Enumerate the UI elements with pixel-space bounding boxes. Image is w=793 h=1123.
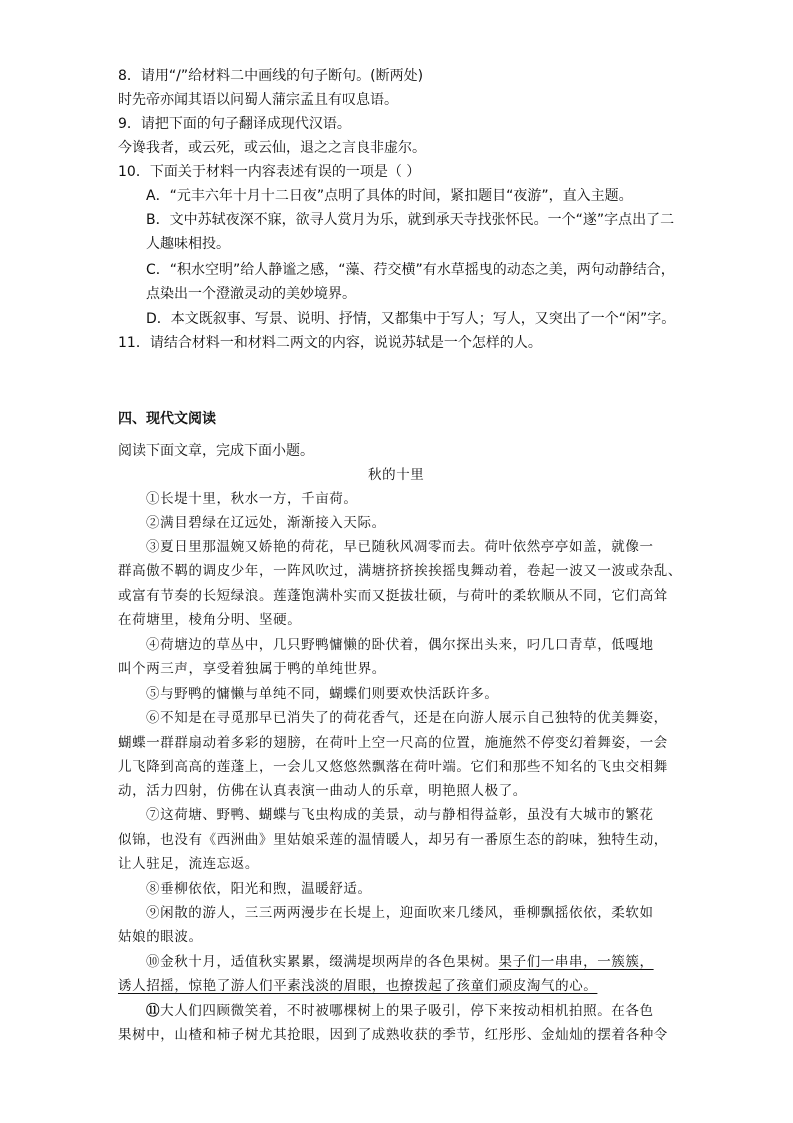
article-title: 秋的十里 [368, 467, 425, 483]
question-8: 8．请用“/”给材料二中画线的句子断句。(断两处) [118, 68, 424, 84]
paragraph-4-line-1: ④荷塘边的草丛中，几只野鸭慵懒的卧伏着，偶尔探出头来，叼几口青草，低嘎地 [146, 637, 654, 653]
paragraph-10-line-1 [146, 953, 654, 971]
paragraph-6-line-3: 儿飞降到高高的莲蓬上，一会儿又悠悠然飘落在荷叶端。它们和那些不知名的飞虫交相舞 [118, 759, 668, 775]
paragraph-11-text: 大人们四顾微笑着，不时被哪棵树上的果子吸引，停下来按动相机拍照。在各色 [160, 1003, 654, 1019]
paragraph-6-line-2: 蝴蝶一群群扇动着多彩的翅膀，在荷叶上空一尺高的位置，施施然不停变幻着舞姿，一会 [118, 735, 668, 751]
question-8-sentence: 时先帝亦闻其语以问蜀人蒲宗孟且有叹息语。 [118, 92, 398, 108]
paragraph-11-line-1 [146, 1002, 654, 1020]
paragraph-9-line-1: ⑨闲散的游人，三三两两漫步在长堤上，迎面吹来几缕风，垂柳飘摇依依，柔软如 [146, 905, 654, 921]
paragraph-7-line-1: ⑦这荷塘、野鸭、蝴蝶与飞虫构成的美景，动与静相得益彰，虽没有大城市的繁花 [146, 807, 654, 823]
paragraph-3-line-1: ③夏日里那温婉又娇艳的荷花，早已随秋风凋零而去。荷叶依然亭亭如盖，就像一 [146, 539, 654, 555]
question-10-option-b: B．文中苏轼夜深不寐，欲寻人赏月为乐，就到承天寺找张怀民。一个“遂”字点出了二 [146, 212, 675, 228]
paragraph-3-line-2: 群高傲不羁的调皮少年，一阵风吹过，满塘挤挤挨挨摇曳舞动着，卷起一波又一波或杂乱、 [118, 563, 682, 579]
paragraph-7-line-2: 似锦，也没有《西洲曲》里姑娘采莲的温情暖人，却另有一番原生态的韵味，独特生动， [118, 832, 668, 848]
paragraph-3-line-4: 在荷塘里，棱角分明、坚硬。 [118, 612, 302, 628]
paragraph-5: ⑤与野鸭的慵懒与单纯不同，蝴蝶们则要欢快活跃许多。 [146, 686, 499, 702]
paragraph-4-line-2: 叫个两三声，享受着独属于鸭的单纯世界。 [118, 661, 386, 677]
paragraph-11-line-2: 果树中，山楂和柿子树尤其抢眼，因到了成熟收获的季节，红彤彤、金灿灿的摆着各种令 [118, 1027, 668, 1043]
reading-instruction: 阅读下面文章，完成下面小题。 [118, 443, 314, 459]
question-9-sentence: 今谗我者，或云死，或云仙，退之之言良非虚尔。 [118, 140, 426, 156]
question-10-option-a: A．“元丰六年十月十二日夜”点明了具体的时间，紧扣题目“夜游”，直入主题。 [146, 188, 633, 204]
question-10-option-b-cont: 人趣味相投。 [146, 236, 230, 252]
paragraph-6-line-4: 动，活力四射，仿佛在认真表演一曲动人的乐章，明艳照人极了。 [118, 783, 527, 799]
paragraph-7-line-3: 让人驻足，流连忘返。 [118, 856, 259, 872]
paragraph-10-underlined-text: 果子们一串串，一簇簇， [498, 954, 654, 970]
paragraph-9-line-2: 姑娘的眼波。 [118, 929, 203, 945]
paragraph-1: ①长堤十里，秋水一方，千亩荷。 [146, 491, 358, 507]
paragraph-10-text: ⑩金秋十月，适值秋实累累，缀满堤坝两岸的各色果树。 [146, 954, 499, 970]
question-10-option-d: D．本文既叙事、写景、说明、抒情，又都集中于写人；写人，又突出了一个“闲”字。 [146, 311, 676, 327]
paragraph-10-line-2-underlined: 诱人招摇，惊艳了游人们平素浅淡的眉眼，也撩拨起了孩童们顽皮淘气的心。 [118, 978, 598, 994]
question-11: 11．请结合材料一和材料二两文的内容，说说苏轼是一个怎样的人。 [118, 335, 542, 351]
paragraph-11-number: ⑪ [146, 1003, 161, 1019]
paragraph-2: ②满目碧绿在辽远处，渐渐接入天际。 [146, 515, 386, 531]
question-10: 10．下面关于材料一内容表述有误的一项是（ ） [118, 164, 421, 180]
question-10-option-c-cont: 点染出一个澄澈灵动的美妙境界。 [146, 286, 356, 302]
paragraph-8: ⑧垂柳依依，阳光和煦，温暖舒适。 [146, 881, 372, 897]
paragraph-6-line-1: ⑥不知是在寻觅那早已消失了的荷花香气，还是在向游人展示自己独特的优美舞姿， [146, 710, 668, 726]
question-9: 9．请把下面的句子翻译成现代汉语。 [118, 116, 351, 132]
paragraph-3-line-3: 或富有节奏的长短绿浪。莲蓬饱满朴实而又挺拔壮硕，与荷叶的柔软顺从不同，它们高耸 [118, 588, 668, 604]
section-heading: 四、现代文阅读 [118, 411, 216, 427]
question-10-option-c: C．“积水空明”给人静谧之感，“藻、荇交横”有水草摇曳的动态之美，两句动静结合， [146, 262, 675, 278]
